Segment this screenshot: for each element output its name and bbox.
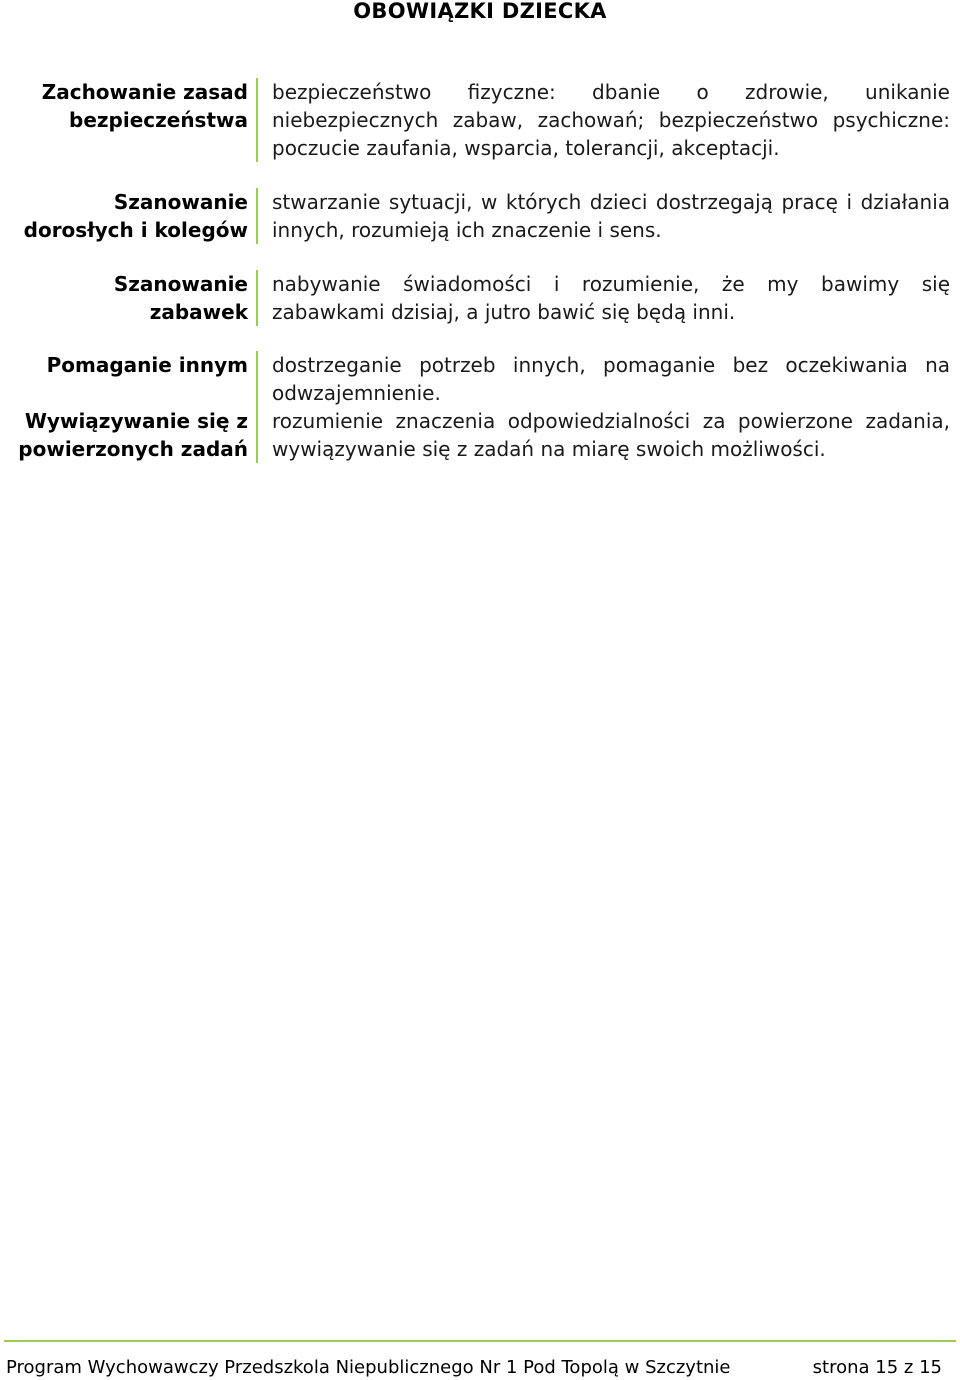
duty-description: nabywanie świadomości i rozumienie, że my bawimy się zabawkami dzisiaj, a jutro bawić się będą inni.: [256, 270, 950, 326]
duty-row-respect-toys: [12, 270, 950, 326]
page-title: OBOWIĄZKI DZIECKA: [353, 0, 607, 23]
duty-row-helping: [12, 351, 950, 407]
duty-name: [12, 78, 256, 162]
footer-page-number: strona 15 z 15: [812, 1357, 942, 1378]
duty-row-safety: [12, 78, 950, 162]
duty-name-line: Zachowanie zasad: [41, 80, 248, 104]
duty-row-responsibility: [12, 407, 950, 463]
duty-name: [12, 407, 256, 463]
duty-row-respect-people: [12, 188, 950, 244]
duty-name-line: Wywiązywanie się z: [24, 409, 248, 433]
duty-name-line: powierzonych zadań: [18, 437, 248, 461]
duty-name: Pomaganie innym: [46, 353, 248, 377]
duties-table: [12, 78, 950, 463]
duty-description: bezpieczeństwo fizyczne: dbanie o zdrowie, unikanie niebezpiecznych zabaw, zachowań; bezpieczeństwo psychiczne: poczucie zaufania, wsparcia, tolerancji, akceptacji.: [256, 78, 950, 162]
duty-description: stwarzanie sytuacji, w których dzieci dostrzegają pracę i działania innych, rozumieją ich znaczenie i sens.: [256, 188, 950, 244]
duty-name-line: Szanowanie: [113, 272, 248, 296]
duty-name-line: dorosłych i kolegów: [23, 218, 248, 242]
duty-description: dostrzeganie potrzeb innych, pomaganie bez oczekiwania na odwzajemnienie.: [256, 351, 950, 407]
footer-divider: [4, 1340, 956, 1342]
footer-program-name: Program Wychowawczy Przedszkola Niepublicznego Nr 1 Pod Topolą w Szczytnie: [6, 1357, 731, 1378]
duty-description: rozumienie znaczenia odpowiedzialności za powierzone zadania, wywiązywanie się z zadań na miarę swoich możliwości.: [256, 407, 950, 463]
duty-name: [12, 188, 256, 244]
duty-name: [12, 270, 256, 326]
duty-name-line: zabawek: [149, 300, 248, 324]
duty-name-line: Szanowanie: [113, 190, 248, 214]
duty-name-line: bezpieczeństwa: [69, 108, 248, 132]
